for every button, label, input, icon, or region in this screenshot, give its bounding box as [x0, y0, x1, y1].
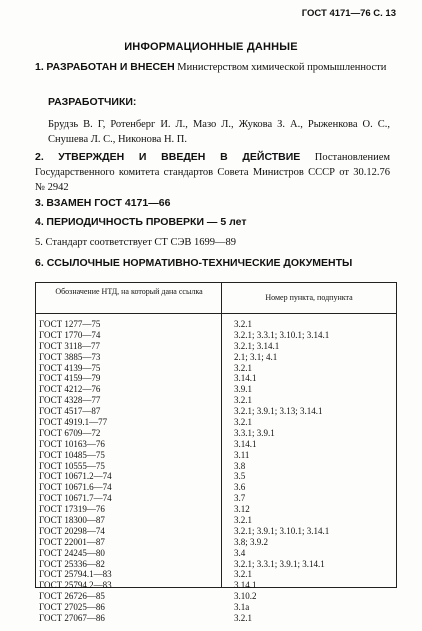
table-row: [36, 515, 396, 526]
table-row: [36, 569, 396, 580]
row-clause: 3.7: [234, 493, 246, 504]
row-designation: ГОСТ 10555—75: [39, 460, 105, 471]
page-header: ГОСТ 4171—76 С. 13: [301, 8, 396, 19]
row-designation: ГОСТ 1277—75: [39, 319, 101, 329]
row-clause: 3.4: [234, 547, 246, 558]
table-body: [36, 319, 396, 624]
row-designation: ГОСТ 18300—87: [39, 515, 105, 526]
section-3: 3. ВЗАМЕН ГОСТ 4171—66: [35, 197, 171, 209]
row-designation: ГОСТ 25794.1—83: [39, 569, 112, 580]
table-row: [36, 526, 396, 537]
row-clause: 3.8: [234, 460, 246, 471]
developers-heading: РАЗРАБОТЧИКИ:: [48, 96, 137, 108]
developers-list: Брудзь В. Г, Ротенберг И. Л., Мазо Л., Жукова З. А., Рыженкова О. С., Снушева Л. С., Никонова Н. П.: [48, 119, 390, 145]
row-clause: 3.2.1: [234, 569, 252, 580]
row-clause: 3.2.1; 3.3.1; 3.10.1; 3.14.1: [234, 329, 330, 340]
row-clause: 3.2.1; 3.14.1: [234, 340, 280, 351]
row-clause: 3.14.1: [234, 373, 257, 384]
row-designation: ГОСТ 22001—87: [39, 536, 105, 547]
page-title: ИНФОРМАЦИОННЫЕ ДАННЫЕ: [124, 41, 298, 53]
row-clause: 3.14.1: [234, 438, 257, 449]
row-designation: ГОСТ 3885—73: [39, 351, 101, 362]
row-clause: 3.2.1: [234, 319, 252, 329]
row-designation: ГОСТ 10671.6—74: [39, 482, 112, 493]
table-row: [36, 548, 396, 559]
row-designation: ГОСТ 24245—80: [39, 547, 105, 558]
row-designation: ГОСТ 10485—75: [39, 449, 105, 460]
table-row: [36, 363, 396, 374]
section-1: [35, 60, 390, 75]
row-clause: 3.2.1; 3.9.1; 3.13; 3.14.1: [234, 406, 323, 417]
row-clause: 3.12: [234, 504, 250, 515]
table-row: [36, 406, 396, 417]
table-row: [36, 461, 396, 472]
row-designation: ГОСТ 27025—86: [39, 602, 105, 613]
section-1-heading: РАЗРАБОТАН И ВНЕСЕН: [46, 61, 175, 73]
table-row: [36, 352, 396, 363]
table-row: [36, 482, 396, 493]
section-1-text: Министерством химической промышленности: [177, 62, 387, 73]
table-row: [36, 373, 396, 384]
row-clause: 3.2.1; 3.9.1; 3.10.1; 3.14.1: [234, 525, 330, 536]
section-2-heading: УТВЕРЖДЕН И ВВЕДЕН В ДЕЙСТВИЕ: [58, 151, 301, 163]
section-2-number: 2.: [35, 151, 44, 163]
row-clause: 3.2.1: [234, 613, 252, 624]
row-designation: ГОСТ 4919.1—77: [39, 417, 108, 428]
row-designation: ГОСТ 10163—76: [39, 438, 105, 449]
table-header-designation: Обозначение НТД, на который дана ссылка: [55, 287, 203, 296]
table-row: [36, 493, 396, 504]
table-row: [36, 330, 396, 341]
table-row: [36, 319, 396, 330]
row-clause: 3.2.1: [234, 417, 252, 428]
table-row: [36, 613, 396, 624]
row-designation: ГОСТ 4517—87: [39, 406, 101, 417]
table-header-clause: Номер пункта, подпункта: [265, 293, 353, 302]
row-designation: ГОСТ 4212—76: [39, 384, 101, 395]
row-designation: ГОСТ 17319—76: [39, 504, 105, 515]
table-row: [36, 559, 396, 570]
row-designation: ГОСТ 4139—75: [39, 362, 101, 373]
table-row: [36, 580, 396, 591]
table-row: [36, 384, 396, 395]
row-clause: 3.2.1: [234, 362, 252, 373]
table-row: [36, 504, 396, 515]
section-6: 6. ССЫЛОЧНЫЕ НОРМАТИВНО-ТЕХНИЧЕСКИЕ ДОКУМЕНТЫ: [35, 257, 353, 269]
table-divider-horizontal: [36, 313, 396, 314]
row-clause: 3.2.1; 3.3.1; 3.9.1; 3.14.1: [234, 558, 325, 569]
section-2: [35, 150, 390, 195]
row-clause: 3.5: [234, 471, 246, 482]
row-clause: 3.9.1: [234, 384, 252, 395]
row-clause: 3.11: [234, 449, 250, 460]
reference-table: [35, 282, 397, 624]
table-row: [36, 450, 396, 461]
row-clause: 3.2.1: [234, 515, 252, 526]
row-designation: ГОСТ 6709—72: [39, 427, 101, 438]
table-row: [36, 428, 396, 439]
row-designation: ГОСТ 26726—85: [39, 591, 105, 602]
row-designation: ГОСТ 1770—74: [39, 329, 101, 340]
table-row: [36, 591, 396, 602]
row-clause: 3.2.1: [234, 395, 252, 406]
row-clause: 3.10.2: [234, 591, 257, 602]
row-designation: ГОСТ 4159—79: [39, 373, 101, 384]
table-row: [36, 471, 396, 482]
row-designation: ГОСТ 4328—77: [39, 395, 101, 406]
section-4: 4. ПЕРИОДИЧНОСТЬ ПРОВЕРКИ — 5 лет: [35, 216, 247, 228]
table-row: [36, 341, 396, 352]
table-row: [36, 537, 396, 548]
row-designation: ГОСТ 25794.2—83: [39, 580, 112, 591]
row-designation: ГОСТ 10671.7—74: [39, 493, 112, 504]
row-clause: 3.3.1; 3.9.1: [234, 427, 275, 438]
section-5: 5. Стандарт соответствует СТ СЭВ 1699—89: [35, 237, 237, 248]
row-designation: ГОСТ 3118—77: [39, 340, 101, 351]
section-2-text: Постановлением Государственного комитета стандартов Совета Министров СССР от 30.12.76 № 2942: [35, 152, 391, 193]
row-designation: ГОСТ 20298—74: [39, 525, 105, 536]
row-designation: ГОСТ 27067—86: [39, 613, 105, 624]
section-1-number: 1.: [35, 61, 44, 73]
row-clause: 3.6: [234, 482, 246, 493]
row-clause: 3.8; 3.9.2: [234, 536, 269, 547]
table-row: [36, 602, 396, 613]
row-clause: 3.1а: [234, 602, 250, 613]
row-designation: ГОСТ 10671.2—74: [39, 471, 112, 482]
row-designation: ГОСТ 25336—82: [39, 558, 105, 569]
row-clause: 2.1; 3.1; 4.1: [234, 351, 278, 362]
table-row: [36, 439, 396, 450]
table-row: [36, 417, 396, 428]
row-clause: 3.14.1: [234, 580, 257, 591]
table-row: [36, 395, 396, 406]
